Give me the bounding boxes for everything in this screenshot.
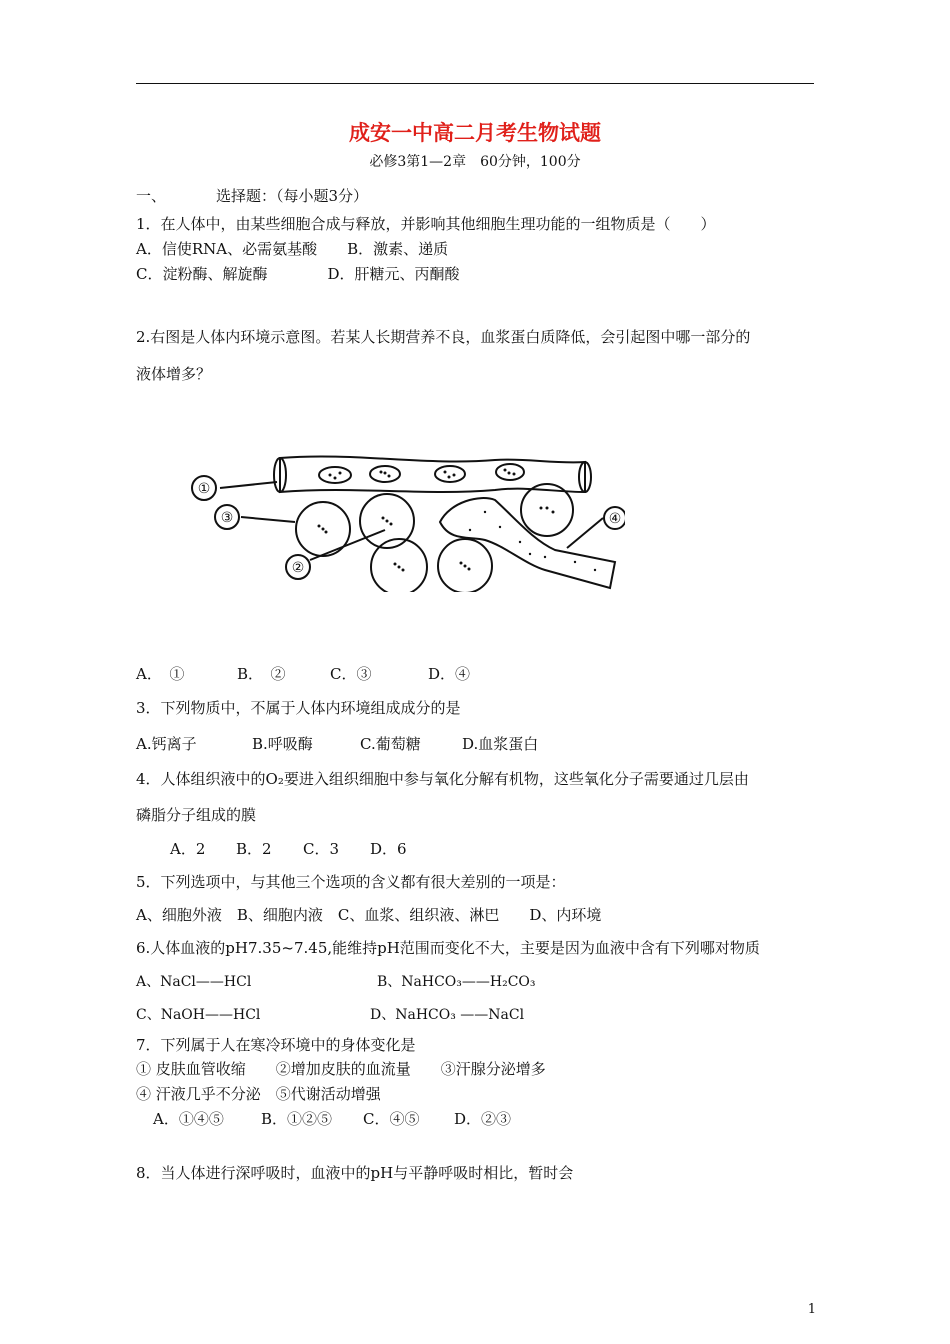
q2-stem-line1: 2.右图是人体内环境示意图。若某人长期营养不良，血浆蛋白质降低，会引起图中哪一部分的 [136,328,751,346]
figure-label-2: ② [291,560,305,576]
figure-label-1: ① [197,481,211,497]
q3-stem: 3．下列物质中，不属于人体内环境组成成分的是 [136,699,461,717]
q6-option-c: C、NaOH——HCl [136,1007,261,1023]
q1-options-line1: A．信使RNA、必需氨基酸 B．激素、递质 [136,240,449,258]
q7-stem: 7．下列属于人在寒冷环境中的身体变化是 [136,1036,416,1054]
q4-option-d: D．6 [370,840,407,858]
internal-environment-diagram [185,442,625,592]
q4-stem-line1: 4．人体组织液中的O₂要进入组织细胞中参与氧化分解有机物，这些氧化分子需要通过几层由 [136,770,749,788]
q1-options-line2: C．淀粉酶、解旋酶 D．肝糖元、丙酮酸 [136,265,460,283]
q2-stem-line2: 液体增多？ [136,365,212,383]
q4-option-c: C．3 [303,840,340,858]
q5-stem: 5．下列选项中，与其他三个选项的含义都有很大差别的一项是： [136,873,566,891]
section-number: 一、 [136,187,167,205]
q7-option-a: A．①④⑤ [153,1110,224,1128]
lymphatic-vessel [440,498,615,588]
q2-option-a: A． ① [136,665,185,683]
red-blood-cell [435,466,465,482]
q4-stem-line2: 磷脂分子组成的膜 [136,806,257,824]
q6-option-a: A、NaCl——HCl [136,974,252,990]
q6-stem: 6.人体血液的pH7.35~7.45,能维持pH范围而变化不大，主要是因为血液中含有下列哪对物质 [136,939,760,957]
q4-option-a: A．2 [170,840,206,858]
q1-stem: 1．在人体中，由某些细胞合成与释放，并影响其他细胞生理功能的一组物质是（ ） [136,215,716,233]
section-heading: 选择题：（每小题3分） [216,187,369,205]
q2-option-d: D．④ [428,665,471,683]
q7-option-d: D．②③ [454,1110,512,1128]
tissue-cell [521,484,573,536]
page-number: 1 [807,1302,816,1317]
q7-items-line2: ④ 汗液几乎不分泌 ⑤代谢活动增强 [136,1085,381,1103]
page-title: 成安一中高二月考生物试题 [349,121,601,145]
q6-option-d: D、NaHCO₃ ——NaCl [370,1007,525,1023]
q5-options: A、细胞外液 B、细胞内液 C、血浆、组织液、淋巴 D、内环境 [136,906,602,924]
red-blood-cell [319,467,351,483]
q2-option-b: B． ② [237,665,286,683]
q3-option-c: C.葡萄糖 [360,735,421,753]
top-rule [136,83,814,84]
page-subtitle: 必修3第1—2章 60分钟，100分 [369,154,581,170]
q6-option-b: B、NaHCO₃——H₂CO₃ [377,974,536,990]
q3-option-b: B.呼吸酶 [252,735,313,753]
figure-label-4: ④ [608,511,622,527]
capillary-tube [280,456,585,492]
q2-option-c: C．③ [330,665,372,683]
q7-option-b: B．①②⑤ [261,1110,333,1128]
q4-option-b: B．2 [236,840,272,858]
q7-option-c: C．④⑤ [363,1110,420,1128]
q3-option-a: A.钙离子 [136,735,197,753]
q7-items-line1: ① 皮肤血管收缩 ②增加皮肤的血流量 ③汗腺分泌增多 [136,1060,546,1078]
q8-stem: 8．当人体进行深呼吸时，血液中的pH与平静呼吸时相比，暂时会 [136,1164,574,1182]
q3-option-d: D.血浆蛋白 [462,735,539,753]
figure-label-3: ③ [220,510,234,526]
